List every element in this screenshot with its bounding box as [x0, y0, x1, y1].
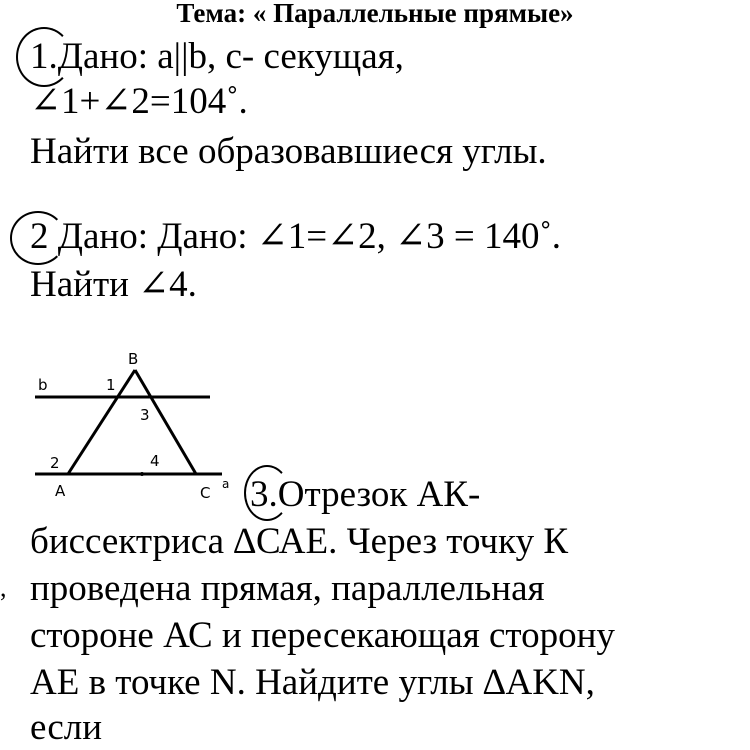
angle-4-mark — [140, 472, 144, 476]
task2-number — [30, 215, 49, 259]
task1-given-text: Дано: a||b, c- секущая, — [57, 36, 404, 77]
label-angle-3: 3 — [140, 406, 150, 424]
task1-number — [30, 35, 58, 79]
handwritten-circle-icon — [16, 27, 72, 87]
task2-given — [30, 215, 561, 259]
task3-line: стороне АС и пересекающая сторону — [30, 615, 615, 656]
handwritten-circle-icon — [10, 211, 66, 265]
task3-line: АЕ в точке N. Найдите углы ∆AKN, — [30, 662, 595, 703]
task3-line: биссектриса ∆САЕ. Через точку К — [30, 521, 569, 562]
label-angle-2: 2 — [50, 454, 60, 472]
label-b: b — [38, 376, 48, 394]
label-B: B — [128, 350, 139, 368]
side-ab — [68, 370, 135, 474]
task2-question: Найти ∠4. — [30, 264, 197, 305]
topic-title: Тема: « Параллельные прямые» — [176, 0, 574, 28]
task1-number-text: 1. — [30, 36, 58, 77]
task1-question: Найти все образовавшиеся углы. — [30, 131, 547, 172]
task2-given-text: Дано: Дано: ∠1=∠2, ∠3 = 140˚. — [57, 216, 562, 257]
margin-mark: , — [0, 573, 7, 602]
label-C: C — [200, 484, 211, 502]
label-A: A — [55, 482, 66, 500]
label-a: a — [222, 477, 230, 491]
task3-line: если — [30, 707, 103, 748]
task3-number-text: 3. — [250, 474, 278, 515]
label-angle-1: 1 — [106, 376, 116, 394]
task1-given — [30, 35, 404, 79]
task3-number — [250, 473, 278, 517]
task3-line: проведена прямая, параллельная — [30, 568, 545, 609]
triangle-figure — [0, 340, 260, 510]
task3-first-line — [250, 473, 480, 517]
task2-number-text: 2 — [30, 216, 49, 257]
handwritten-circle-icon — [244, 465, 290, 521]
task3-line: Отрезок АК- — [277, 474, 481, 515]
task1-condition: ∠1+∠2=104˚. — [30, 81, 248, 122]
label-angle-4: 4 — [150, 452, 160, 470]
